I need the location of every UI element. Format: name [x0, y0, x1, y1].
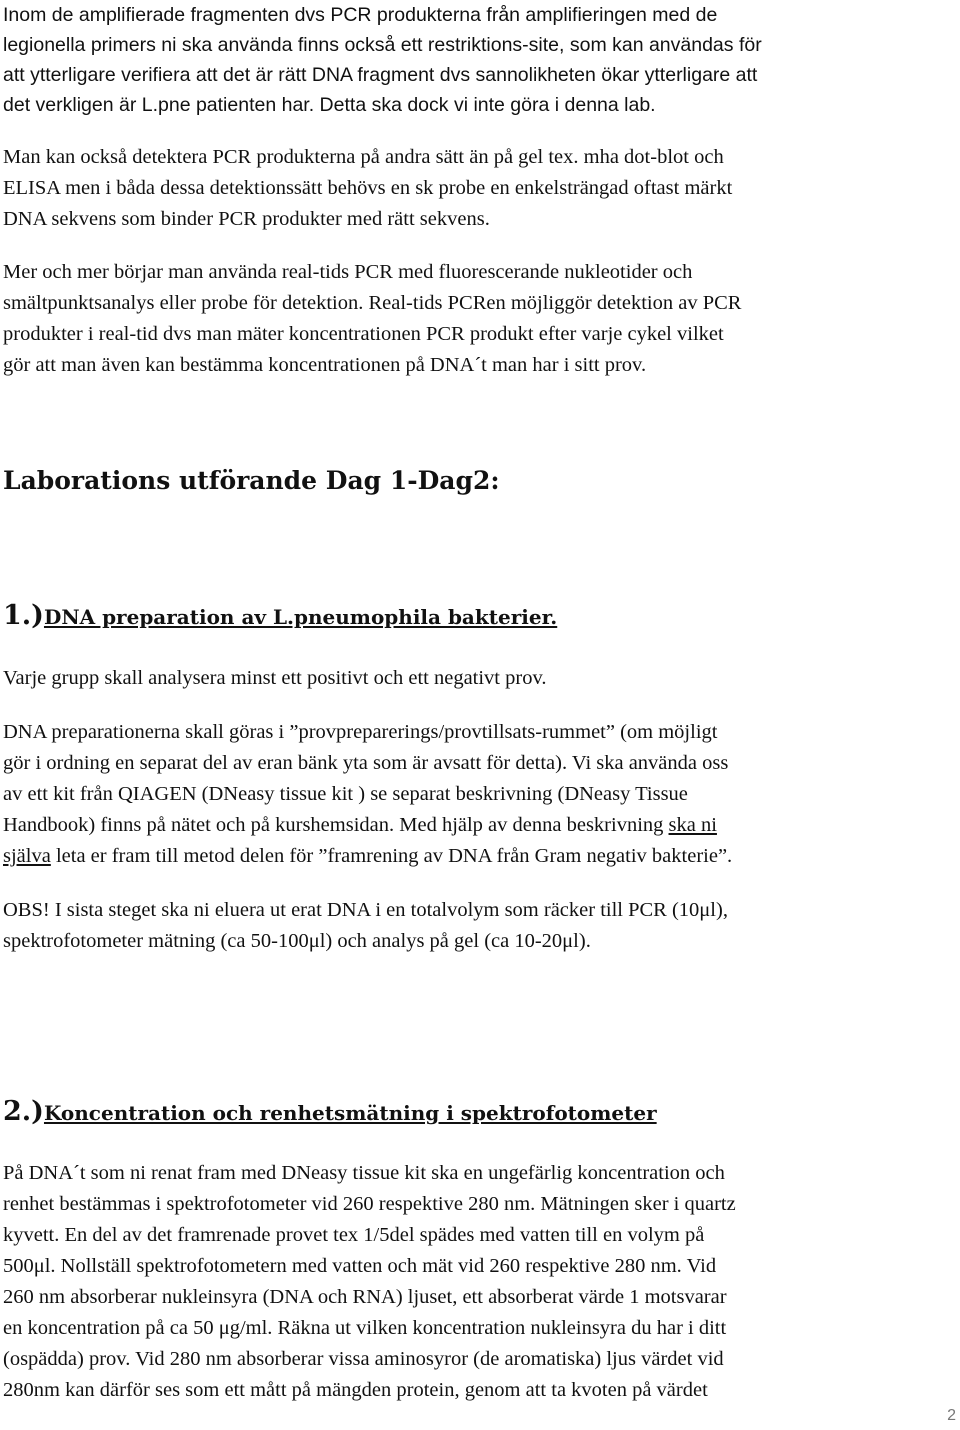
- section-1-paragraph-line-4-text: Handbook) finns på nätet och på kurshemsidan. Med hjälp av denna beskrivning: [3, 814, 669, 836]
- page-number: 2: [947, 1407, 956, 1424]
- paragraph-3-line-3: produkter i real-tid dvs man mäter koncentrationen PCR produkt efter varje cykel vilket: [3, 323, 724, 345]
- underlined-sjalva: själva: [3, 845, 51, 867]
- obs-line-2: spektrofotometer mätning (ca 50-100μl) och analys på gel (ca 10-20μl).: [3, 930, 591, 952]
- section-2-number: 2.): [3, 1096, 44, 1127]
- obs-line-1: OBS! I sista steget ska ni eluera ut erat DNA i en totalvolym som räcker till PCR (10μl),: [3, 899, 728, 921]
- section-2-line-1: På DNA´t som ni renat fram med DNeasy tissue kit ska en ungefärlig koncentration och: [3, 1162, 725, 1184]
- section-2-line-5: 260 nm absorberar nukleinsyra (DNA och RNA) ljuset, ett absorberat värde 1 motsvarar: [3, 1286, 727, 1308]
- paragraph-1-line-4: det verkligen är L.pne patienten har. Detta ska dock vi inte göra i denna lab.: [3, 94, 656, 116]
- section-2-line-6: en koncentration på ca 50 μg/ml. Räkna ut vilken koncentration nukleinsyra du har i ditt: [3, 1317, 727, 1339]
- paragraph-1-line-3: att ytterligare verifiera att det är rätt DNA fragment dvs sannolikheten ökar ytterligare att: [3, 64, 758, 86]
- section-2-title: Koncentration och renhetsmätning i spektrofotometer: [43, 1101, 657, 1125]
- section-2-line-8: 280nm kan därför ses som ett mått på mängden protein, genom att ta kvoten på värdet: [3, 1379, 708, 1401]
- paragraph-2-line-2: ELISA men i båda dessa detektionssätt behövs en sk probe en enkelsträngad oftast märkt: [3, 177, 733, 199]
- section-1-paragraph-line-3: av ett kit från QIAGEN (DNeasy tissue kit ) se separat beskrivning (DNeasy Tissue: [3, 783, 688, 805]
- section-1-number: 1.): [3, 600, 44, 631]
- main-heading: Laborations utförande Dag 1-Dag2:: [3, 466, 500, 495]
- paragraph-1-line-2: legionella primers ni ska använda finns också ett restriktions-site, som kan användas för: [3, 34, 762, 56]
- section-1-paragraph-line-2: gör i ordning en separat del av eran bänk yta som är avsatt för detta). Vi ska använda oss: [3, 752, 729, 774]
- section-2-line-3: kyvett. En del av det framrenade provet tex 1/5del spädes med vatten till en volym på: [3, 1224, 705, 1246]
- section-2-heading: [3, 1096, 657, 1127]
- paragraph-3-line-2: smältpunktsanalys eller probe för detektion. Real-tids PCRen möjliggör detektion av PCR: [3, 292, 742, 314]
- paragraph-3-line-4: gör att man även kan bestämma koncentrationen på DNA´t man har i sitt prov.: [3, 354, 647, 376]
- paragraph-2-line-3: DNA sekvens som binder PCR produkter med rätt sekvens.: [3, 208, 490, 230]
- section-1-intro: Varje grupp skall analysera minst ett positivt och ett negativt prov.: [3, 667, 547, 689]
- section-1-paragraph-line-5-text: leta er fram till metod delen för ”framrening av DNA från Gram negativ bakterie”.: [50, 845, 733, 867]
- section-2-line-7: (ospädda) prov. Vid 280 nm absorberar vissa aminosyror (de aromatiska) ljus värdet vid: [3, 1348, 724, 1370]
- section-1-paragraph-line-5: [3, 842, 732, 870]
- paragraph-3-line-1: Mer och mer börjar man använda real-tids PCR med fluorescerande nukleotider och: [3, 261, 693, 283]
- section-1-title: DNA preparation av L.pneumophila bakterier.: [43, 605, 558, 629]
- section-1-paragraph-line-1: DNA preparationerna skall göras i ”provpreparerings/provtillsats-rummet” (om möjligt: [3, 721, 718, 743]
- paragraph-2-line-1: Man kan också detektera PCR produkterna på andra sätt än på gel tex. mha dot-blot och: [3, 146, 724, 168]
- paragraph-1-line-1: Inom de amplifierade fragmenten dvs PCR produkterna från amplifieringen med de: [3, 4, 718, 26]
- section-1-heading: [3, 600, 557, 631]
- section-1-paragraph-line-4: [3, 811, 717, 839]
- section-2-line-2: renhet bestämmas i spektrofotometer vid 260 respektive 280 nm. Mätningen sker i quartz: [3, 1193, 736, 1215]
- underlined-ska-ni: ska ni: [668, 814, 717, 836]
- section-2-line-4: 500μl. Nollställ spektrofotometern med vatten och mät vid 260 respektive 280 nm. Vid: [3, 1255, 717, 1277]
